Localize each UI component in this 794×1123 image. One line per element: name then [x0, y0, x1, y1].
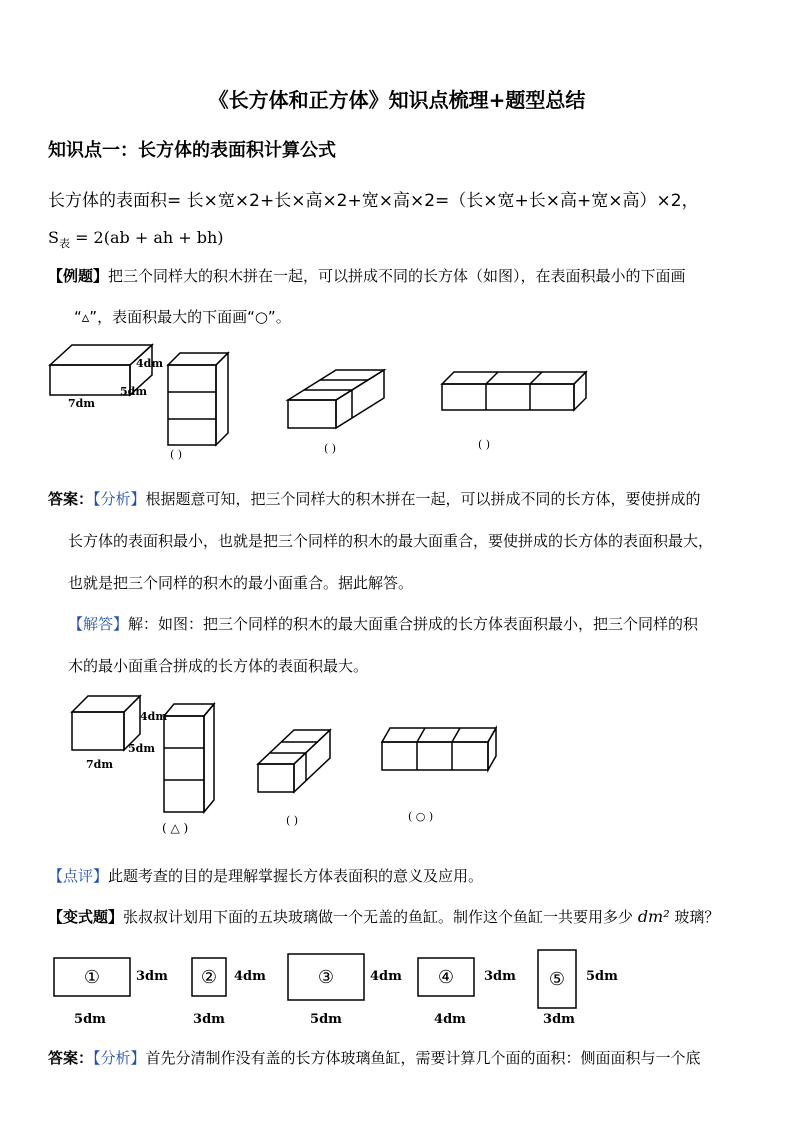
- analysis-text-1: 根据题意可知，把三个同样大的积木拼在一起，可以拼成不同的长方体，要使拼成的: [145, 490, 701, 508]
- mark-min: ( △ ): [162, 821, 189, 835]
- dim-height-2: 4dm: [140, 710, 167, 723]
- horizontal-row-2: [382, 728, 496, 770]
- dim-height: 4dm: [136, 357, 163, 370]
- surface-area-formula: 长方体的表面积= 长×宽×2+长×高×2+宽×高×2=（长×宽+长×高+宽×高）×2，: [48, 191, 699, 211]
- paren-row: ( ): [478, 438, 491, 451]
- slanted-stack-2: [258, 730, 330, 792]
- paren-mid: ( ): [286, 814, 299, 827]
- panel-2-number: ②: [200, 967, 218, 988]
- answer-line-1: [48, 488, 701, 509]
- s-symbol: S: [48, 228, 59, 247]
- dim-width: 5dm: [120, 385, 147, 398]
- panel-2-side: 4dm: [234, 969, 266, 984]
- example-tag: 【例题】: [48, 267, 109, 285]
- answer2-label: 答案：: [48, 1049, 94, 1067]
- analysis-text-2: 长方体的表面积最小，也就是把三个同样的积木的最大面重合，要使拼成的长方体的表面积最大，: [68, 532, 714, 550]
- symbolic-formula: [48, 228, 224, 251]
- vertical-stack-2: [164, 704, 214, 812]
- example-line-1: [48, 265, 686, 286]
- s-formula: = 2(ab + ah + bh): [75, 228, 224, 247]
- slanted-stack: [288, 370, 384, 428]
- solution-text-2: 木的最小面重合拼成的长方体的表面积最大。: [68, 657, 369, 675]
- panel-5-bottom: 3dm: [543, 1012, 575, 1027]
- solution-figure: [60, 690, 510, 840]
- comment-line: [48, 865, 483, 886]
- s-subscript: 表: [58, 237, 70, 251]
- panel-3-number: ③: [317, 967, 335, 988]
- analysis-text-3: 也就是把三个同样的积木的最小面重合。据此解答。: [68, 574, 414, 592]
- section-heading: 知识点一：长方体的表面积计算公式: [48, 140, 336, 161]
- answer2-line: [48, 1047, 701, 1068]
- variant-unit: dm²: [637, 907, 670, 926]
- dim-length: 7dm: [68, 397, 95, 410]
- panel-2-bottom: 3dm: [193, 1012, 225, 1027]
- solution-text-1: 解：如图：把三个同样的积木的最大面重合拼成的长方体表面积最小，把三个同样的积: [128, 615, 699, 633]
- example-text-1: 把三个同样大的积木拼在一起，可以拼成不同的长方体（如图），在表面积最小的下面画: [108, 267, 686, 285]
- comment-text: 此题考查的目的是理解掌握长方体表面积的意义及应用。: [108, 867, 484, 885]
- variant-text: 张叔叔计划用下面的五块玻璃做一个无盖的鱼缸。制作这个鱼缸一共要用多少: [123, 908, 634, 926]
- panel-1-bottom: 5dm: [74, 1012, 106, 1027]
- variant-line: [48, 906, 719, 927]
- analysis-tag: 【分析】: [93, 490, 146, 508]
- dim-width-2: 5dm: [128, 742, 155, 755]
- panel-4-bottom: 4dm: [434, 1012, 466, 1027]
- paren-slanted: ( ): [324, 442, 337, 455]
- example-figure: [40, 340, 620, 470]
- dim-length-2: 7dm: [86, 758, 113, 771]
- solution-line-1: [68, 613, 698, 634]
- answer2-text: 首先分清制作没有盖的长方体玻璃鱼缸，需要计算几个面的面积：侧面面积与一个底: [145, 1049, 701, 1067]
- panel-3-bottom: 5dm: [310, 1012, 342, 1027]
- mark-max: ( ○ ): [408, 810, 434, 823]
- solution-tag: 【解答】: [68, 615, 129, 633]
- vertical-stack: [168, 353, 228, 445]
- panel-4-side: 3dm: [484, 969, 516, 984]
- page-title: 《长方体和正方体》知识点梳理+题型总结: [208, 88, 586, 112]
- variant-text-end: 玻璃？: [674, 908, 720, 926]
- answer2-analysis-tag: 【分析】: [93, 1049, 146, 1067]
- glass-panels: [40, 944, 640, 1034]
- example-text-2: “▵”，表面积最大的下面画“○”。: [74, 308, 291, 326]
- panel-5-side: 5dm: [586, 969, 618, 984]
- horizontal-row: [442, 372, 586, 410]
- panel-4-number: ④: [437, 967, 455, 988]
- answer-label: 答案：: [48, 490, 94, 508]
- panel-3-side: 4dm: [370, 969, 402, 984]
- variant-tag: 【变式题】: [48, 908, 124, 926]
- panel-1-number: ①: [83, 967, 101, 988]
- panel-1-side: 3dm: [136, 969, 168, 984]
- panel-5-number: ⑤: [548, 969, 566, 990]
- paren-stack: ( ): [170, 448, 183, 461]
- comment-tag: 【点评】: [48, 867, 109, 885]
